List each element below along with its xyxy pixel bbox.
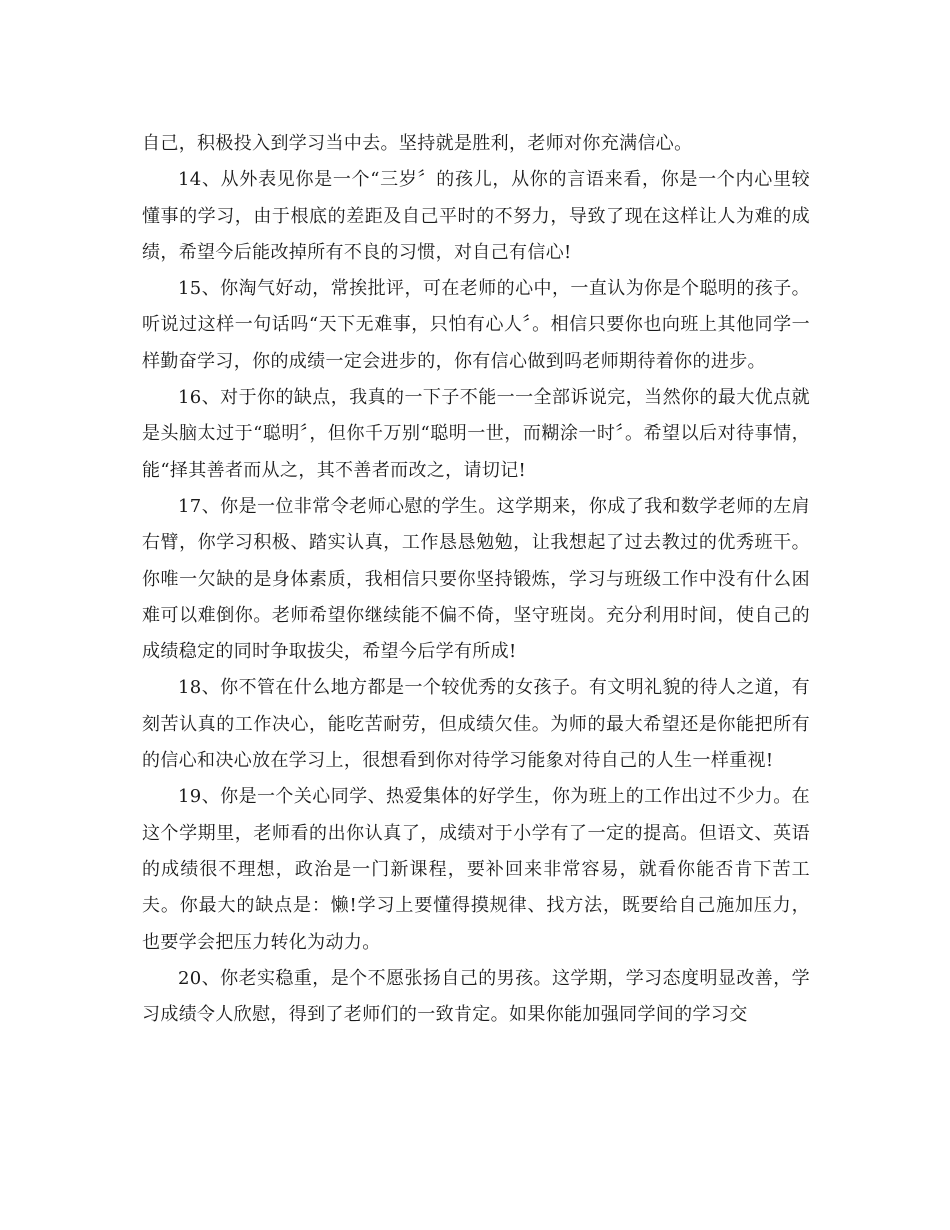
paragraph-continuation: 自己，积极投入到学习当中去。坚持就是胜利，老师对你充满信心。 (142, 133, 693, 154)
paragraph-comment-19: 19、你是一个关心同学、热爱集体的好学生，你为班上的工作出过不少力。在这个学期里，老师看的出你认真了，成绩对于小学有了一定的提高。但语文、英语的成绩很不理想，政治是一门新课程，要补回来非常容易，就看你能否肯下苦工夫。你最大的缺点是：懒!学习上要懂得摸规律、找方法，既要给自己施加压力，也要学会把压力转化为动力。 (142, 786, 810, 953)
paragraph-comment-15: 15、你淘气好动，常挨批评，可在老师的心中，一直认为你是个聪明的孩子。听说过这样一句话吗“天下无难事，只怕有心人〞。相信只要你也向班上其他同学一样勤奋学习，你的成绩一定会进步的，你有信心做到吗老师期待着你的进步。 (142, 278, 810, 372)
paragraph-comment-20: 20、你老实稳重，是个不愿张扬自己的男孩。这学期，学习态度明显改善，学习成绩令人欣慰，得到了老师们的一致肯定。如果你能加强同学间的学习交 (142, 967, 810, 1026)
paragraph-comment-18: 18、你不管在什么地方都是一个较优秀的女孩子。有文明礼貌的待人之道，有刻苦认真的工作决心，能吃苦耐劳，但成绩欠佳。为师的最大希望还是你能把所有的信心和决心放在学习上，很想看到你对待学习能象对待自己的人生一样重视! (142, 677, 810, 772)
paragraph-comment-16: 16、对于你的缺点，我真的一下子不能一一全部诉说完，当然你的最大优点就是头脑太过于“聪明〞，但你千万别“聪明一世，而糊涂一时〞。希望以后对待事情，能“择其善者而从之，其不善者而改之，请切记! (142, 387, 810, 481)
paragraph-comment-17: 17、你是一位非常令老师心慰的学生。这学期来，你成了我和数学老师的左肩右臂，你学习积极、踏实认真，工作恳恳勉勉，让我想起了过去教过的优秀班干。你唯一欠缺的是身体素质，我相信只要你坚持锻炼，学习与班级工作中没有什么困难可以难倒你。老师希望你继续能不偏不倚，坚守班岗。充分利用时间，使自己的成绩稳定的同时争取拔尖，希望今后学有所成! (142, 495, 810, 663)
document-body (142, 126, 810, 1033)
paragraph-comment-14: 14、从外表见你是一个“三岁〞的孩儿，从你的言语来看，你是一个内心里较懂事的学习，由于根底的差距及自己平时的不努力，导致了现在这样让人为难的成绩，希望今后能改掉所有不良的习惯，对自己有信心! (142, 169, 810, 263)
